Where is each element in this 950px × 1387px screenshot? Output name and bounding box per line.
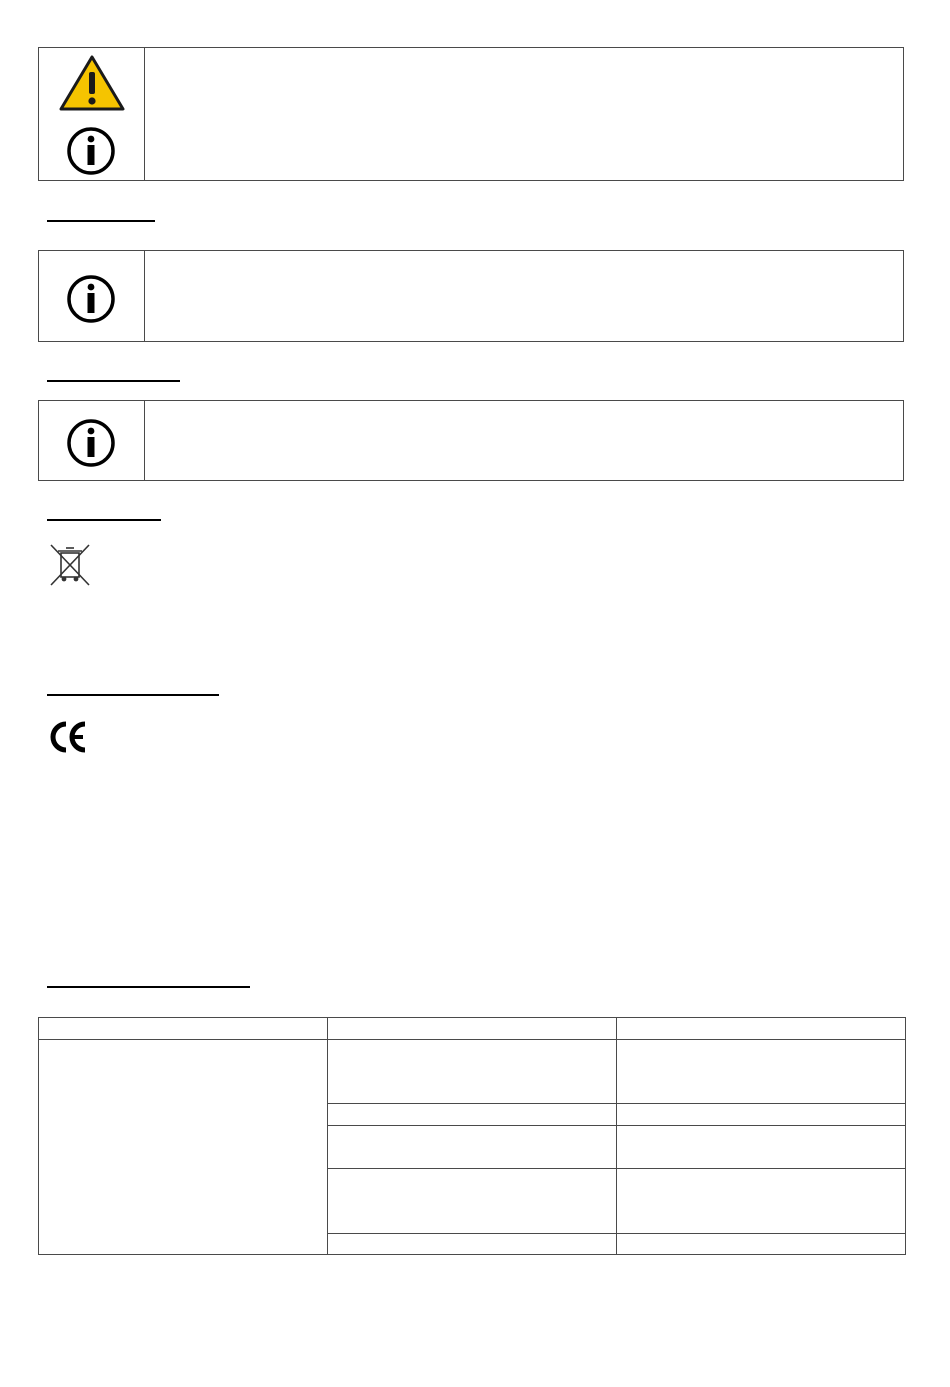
table-cell: [328, 1169, 617, 1234]
notice-text: [145, 48, 903, 180]
info-notice-box: [38, 250, 904, 342]
table-cell: [617, 1040, 906, 1104]
info-circle-icon: [65, 417, 117, 469]
table-row: [39, 1018, 906, 1040]
table-cell: [328, 1104, 617, 1126]
notice-icon-column: [39, 48, 145, 180]
info-circle-icon: [65, 125, 117, 177]
table-cell: [617, 1104, 906, 1126]
notice-icon-column: [39, 401, 145, 480]
table-cell: [617, 1126, 906, 1169]
table-cell: [328, 1040, 617, 1104]
warning-triangle-icon: [58, 54, 126, 112]
notice-icon-column: [39, 251, 145, 341]
info-notice-box: [38, 400, 904, 481]
table-cell: [39, 1040, 328, 1255]
table-header-cell: [617, 1018, 906, 1040]
section-heading-rule: [47, 220, 155, 222]
table-cell: [328, 1126, 617, 1169]
notice-text: [145, 401, 903, 480]
crossed-out-wheelie-bin-icon: [49, 543, 91, 587]
table-header-cell: [39, 1018, 328, 1040]
info-circle-icon: [65, 273, 117, 325]
section-heading-rule: [47, 519, 161, 521]
table-cell: [617, 1234, 906, 1255]
table-row: [39, 1040, 906, 1104]
table-header-cell: [328, 1018, 617, 1040]
section-heading-rule: [47, 380, 180, 382]
ce-mark-icon: [49, 720, 89, 754]
warning-notice-box: [38, 47, 904, 181]
section-heading-rule: [47, 986, 250, 988]
specifications-table: [38, 1017, 906, 1255]
notice-text: [145, 251, 903, 341]
table-cell: [617, 1169, 906, 1234]
section-heading-rule: [47, 694, 219, 696]
table-cell: [328, 1234, 617, 1255]
